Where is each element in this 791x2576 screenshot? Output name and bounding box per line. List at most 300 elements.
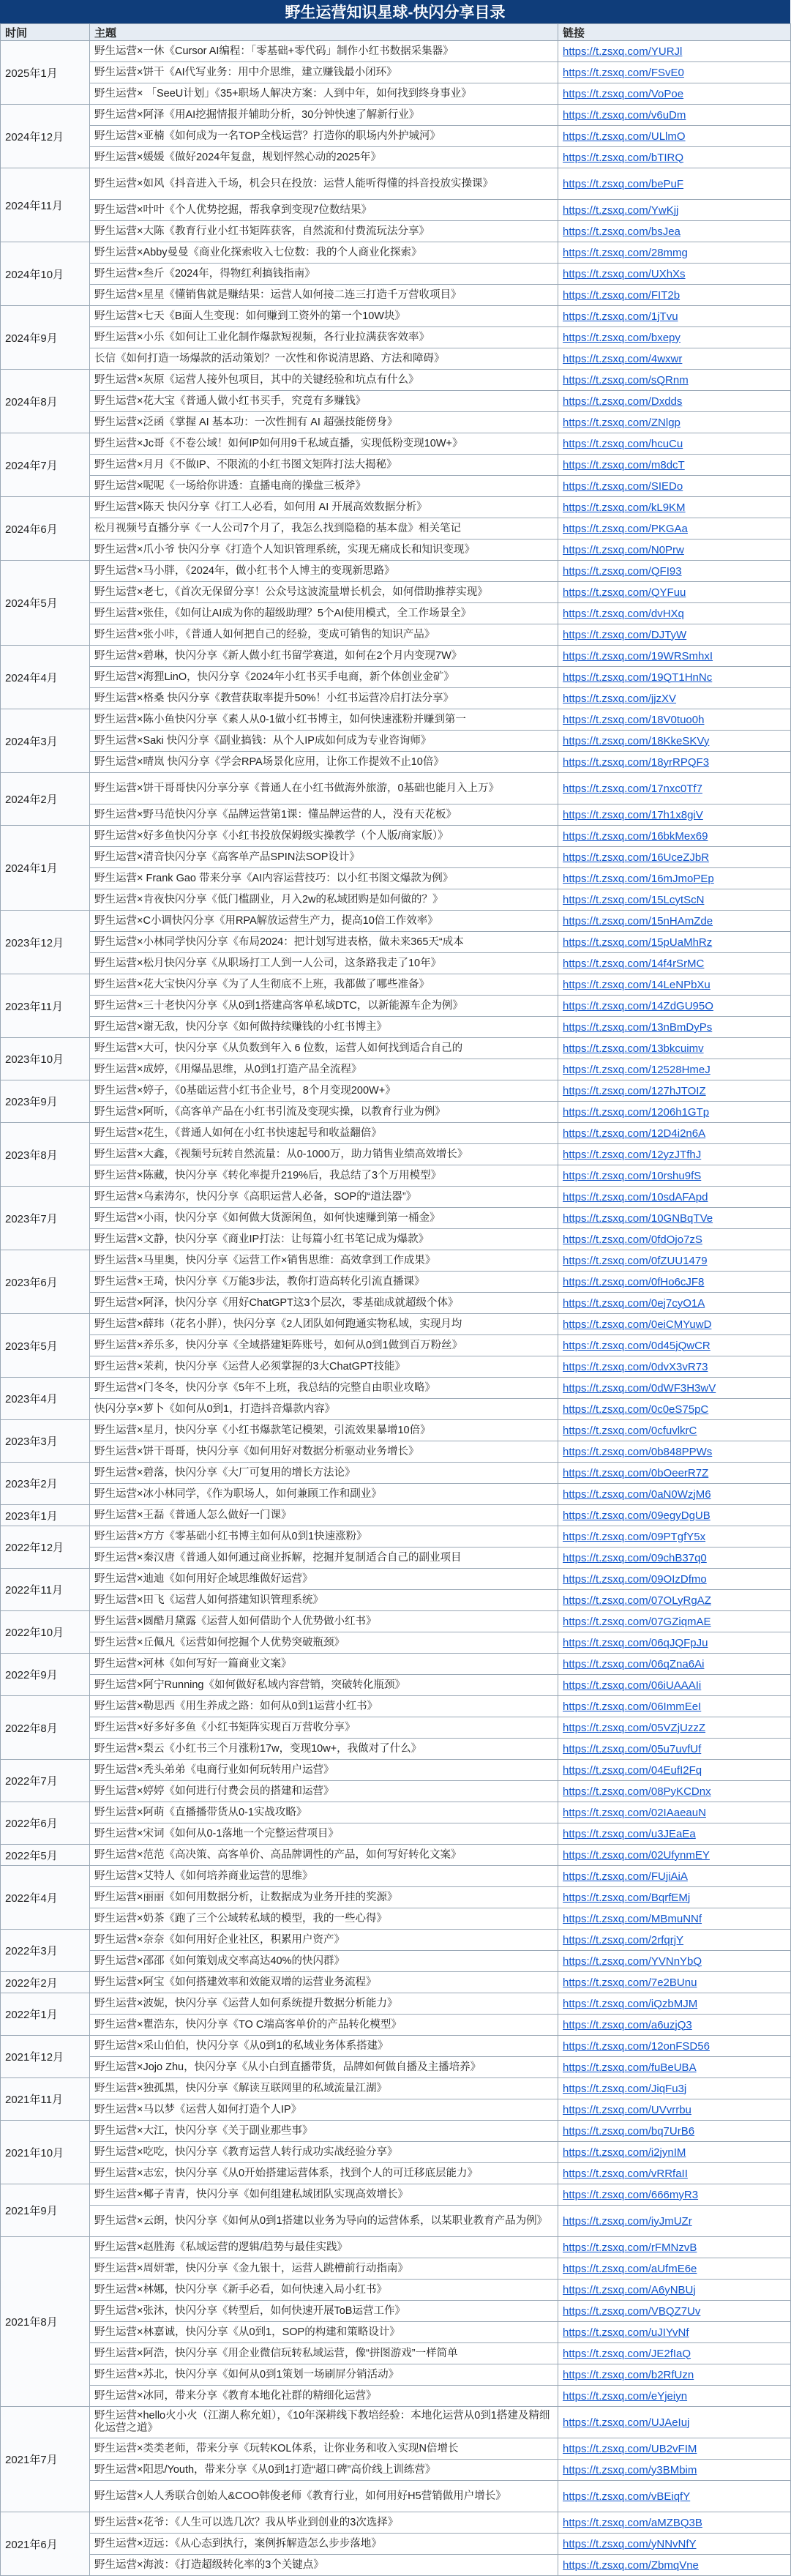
share-link[interactable]: https://t.zsxq.com/FUjiAiA	[563, 1870, 688, 1883]
topic-cell: 野生运营×婷子，《0基础运营小红书企业号，8个月变现200W+》	[90, 1080, 558, 1102]
link-cell	[558, 412, 791, 433]
share-link[interactable]: https://t.zsxq.com/BqrfEMj	[563, 1891, 691, 1904]
share-link[interactable]: https://t.zsxq.com/127hJTOIZ	[563, 1084, 706, 1097]
share-link[interactable]: https://t.zsxq.com/VBQZ7Uv	[563, 2304, 701, 2318]
table-row	[1, 1930, 791, 1951]
table-row	[1, 1802, 791, 1823]
share-link[interactable]: https://t.zsxq.com/ULlmO	[563, 130, 686, 143]
topic-cell: 野生运营×田飞《运营人如何搭建知识管理系统》	[90, 1590, 558, 1611]
share-link[interactable]: https://t.zsxq.com/0fdOjo7zS	[563, 1233, 702, 1246]
share-link[interactable]: https://t.zsxq.com/0ej7cyO1A	[563, 1296, 705, 1310]
table-row	[1, 1293, 791, 1314]
link-cell	[558, 2512, 791, 2534]
month-cell: 2022年7月	[1, 1760, 90, 1802]
column-header-time: 时间	[1, 24, 90, 41]
link-cell	[558, 391, 791, 412]
share-link[interactable]: https://t.zsxq.com/1jTvu	[563, 310, 678, 323]
share-link[interactable]: https://t.zsxq.com/v6uDm	[563, 108, 686, 122]
share-link[interactable]: https://t.zsxq.com/0b848PPWs	[563, 1445, 713, 1458]
link-cell	[558, 731, 791, 752]
link-cell	[558, 62, 791, 83]
share-link[interactable]: https://t.zsxq.com/666myR3	[563, 2188, 699, 2201]
share-link[interactable]: https://t.zsxq.com/VoPoe	[563, 87, 684, 100]
column-header-topic: 主题	[90, 24, 558, 41]
topic-cell: 野生运营×谢无敌，快闪分享《如何做持续赚钱的小红书博主》	[90, 1017, 558, 1038]
table-row	[1, 126, 791, 147]
topic-cell: 野生运营×月月《不做IP、不限流的小红书图文矩阵打法大揭秘》	[90, 455, 558, 476]
topic-cell: 野生运营×养乐多，快闪分享《全域搭建矩阵账号，如何从0到1做到百万粉丝》	[90, 1335, 558, 1356]
link-cell	[558, 646, 791, 667]
share-link[interactable]: https://t.zsxq.com/04EufI2Fq	[563, 1763, 702, 1777]
link-cell	[558, 847, 791, 868]
table-row	[1, 1314, 791, 1335]
share-link[interactable]: https://t.zsxq.com/06ImmEeI	[563, 1700, 702, 1713]
link-cell	[558, 1930, 791, 1951]
link-cell	[558, 752, 791, 773]
link-cell	[558, 667, 791, 688]
share-link[interactable]: https://t.zsxq.com/ZNlgp	[563, 416, 681, 429]
topic-cell: 野生运营×宋词《如何从0-1落地一个完整运营项目》	[90, 1823, 558, 1845]
share-link[interactable]: https://t.zsxq.com/yNNvNfY	[563, 2537, 697, 2550]
share-link[interactable]: https://t.zsxq.com/u3JEaEa	[563, 1827, 696, 1840]
link-cell	[558, 974, 791, 996]
share-link[interactable]: https://t.zsxq.com/17h1x8giV	[563, 808, 703, 821]
share-link[interactable]: https://t.zsxq.com/dvHXq	[563, 607, 684, 620]
link-cell	[558, 624, 791, 646]
share-link[interactable]: https://t.zsxq.com/UXhXs	[563, 267, 686, 280]
table-row	[1, 2386, 791, 2407]
catalog-table	[0, 23, 791, 2576]
share-link[interactable]: https://t.zsxq.com/DJTyW	[563, 628, 687, 641]
share-link[interactable]: https://t.zsxq.com/06iUAAAIi	[563, 1679, 702, 1692]
share-link[interactable]: https://t.zsxq.com/1206h1GTp	[563, 1105, 710, 1119]
month-cell: 2024年9月	[1, 306, 90, 370]
table-row	[1, 1654, 791, 1675]
link-cell	[558, 2322, 791, 2343]
share-link[interactable]: https://t.zsxq.com/0bOeerR7Z	[563, 1466, 709, 1479]
table-row	[1, 1017, 791, 1038]
topic-cell: 野生运营×媛媛《做好2024年复盘，规划怦然心动的2025年》	[90, 147, 558, 168]
topic-cell: 野生运营×苏北，快闪分享《如何从0到1策划一场刷屏分销活动》	[90, 2364, 558, 2386]
topic-cell: 野生运营×瞿浩东，快闪分享《TO C端高客单价的产品转化模型》	[90, 2015, 558, 2036]
link-cell	[558, 2142, 791, 2163]
table-row	[1, 1908, 791, 1930]
share-link[interactable]: https://t.zsxq.com/a6uzjQ3	[563, 2018, 692, 2031]
topic-cell: 野生运营×星星《懂销售就是赚结果：运营人如何接二连三打造千万营收项目》	[90, 285, 558, 306]
link-cell	[558, 1611, 791, 1632]
topic-cell: 野生运营×Saki 快闪分享《副业搞钱：从个人IP成如何成为专业咨询师》	[90, 731, 558, 752]
table-row	[1, 41, 791, 62]
link-cell	[558, 105, 791, 126]
share-link[interactable]: https://t.zsxq.com/18yrRPQF3	[563, 755, 710, 769]
month-cell: 2023年4月	[1, 1378, 90, 1420]
topic-cell: 野生运营×丽丽《如何用数据分析，让数据成为业务开挂的奖源》	[90, 1887, 558, 1908]
topic-cell: 野生运营×圆酷月黛露《运营人如何借助个人优势做小红书》	[90, 1611, 558, 1632]
share-link[interactable]: https://t.zsxq.com/7e2BUnu	[563, 1976, 697, 1989]
share-link[interactable]: https://t.zsxq.com/02IAaeauN	[563, 1806, 706, 1819]
share-link[interactable]: https://t.zsxq.com/18KkeSKVy	[563, 734, 710, 747]
share-link[interactable]: https://t.zsxq.com/eYjeiyn	[563, 2389, 688, 2403]
link-cell	[558, 1908, 791, 1930]
link-cell	[558, 911, 791, 932]
topic-cell: 野生运营×阿泽，快闪分享《用好ChatGPT这3个层次，零基础成就超级个体》	[90, 1293, 558, 1314]
share-link[interactable]: https://t.zsxq.com/bePuF	[563, 177, 684, 190]
link-cell	[558, 1866, 791, 1887]
table-row	[1, 2534, 791, 2555]
link-cell	[558, 126, 791, 147]
topic-cell: 野生运营×采山伯伯，快闪分享《从0到1的私域业务体系搭建》	[90, 2036, 558, 2057]
table-row	[1, 688, 791, 709]
table-row	[1, 1272, 791, 1293]
month-cell: 2023年2月	[1, 1463, 90, 1505]
month-cell: 2021年12月	[1, 2036, 90, 2078]
share-link[interactable]: https://t.zsxq.com/SIEDo	[563, 479, 683, 493]
share-link[interactable]: https://t.zsxq.com/0eiCMYuwD	[563, 1318, 712, 1331]
topic-cell: 野生运营×迪迪《如何用好企域思维做好运营》	[90, 1569, 558, 1590]
share-link[interactable]: https://t.zsxq.com/YURJl	[563, 45, 683, 58]
topic-cell: 野生运营×大江，快闪分享《关于副业那些事》	[90, 2121, 558, 2142]
table-row	[1, 1845, 791, 1866]
share-link[interactable]: https://t.zsxq.com/YVNnYbQ	[563, 1955, 702, 1968]
table-row	[1, 412, 791, 433]
link-cell	[558, 603, 791, 624]
link-cell	[558, 1781, 791, 1802]
share-link[interactable]: https://t.zsxq.com/i2jynIM	[563, 2146, 686, 2159]
table-row	[1, 2343, 791, 2364]
link-cell	[558, 2099, 791, 2121]
share-link[interactable]: https://t.zsxq.com/16UceZJbR	[563, 851, 710, 864]
topic-cell: 野生运营×小林同学快闪分享《布局2024：把计划写进表格，做未来365天“成本	[90, 932, 558, 953]
month-cell: 2023年5月	[1, 1314, 90, 1378]
table-row	[1, 1590, 791, 1611]
link-cell	[558, 285, 791, 306]
topic-cell: 野生运营×云朗，快闪分享《如何从0到1搭建以业务为导向的运营体系，以某职业教育产品为例》	[90, 2206, 558, 2237]
share-link[interactable]: https://t.zsxq.com/15nHAmZde	[563, 914, 713, 927]
share-link[interactable]: https://t.zsxq.com/MBmuNNf	[563, 1912, 702, 1925]
table-row	[1, 1229, 791, 1250]
share-link[interactable]: https://t.zsxq.com/15LcytScN	[563, 893, 705, 906]
topic-cell: 野生运营×花大宝快闪分享《为了人生彻底不上班，我都做了哪些准备》	[90, 974, 558, 996]
share-link[interactable]: https://t.zsxq.com/16bkMex69	[563, 829, 708, 843]
table-row	[1, 2481, 791, 2512]
topic-cell: 野生运营×陈藏，快闪分享《转化率提升219%后，我总结了3个万用模型》	[90, 1165, 558, 1187]
topic-cell: 野生运营×林嘉诚，快闪分享《从0到1，SOP的构建和策略设计》	[90, 2322, 558, 2343]
link-cell	[558, 1123, 791, 1144]
share-link[interactable]: https://t.zsxq.com/06qJQFpJu	[563, 1636, 708, 1649]
topic-cell: 野生运营×亚楠《如何成为一名TOP全栈运营？打造你的职场内外护城河》	[90, 126, 558, 147]
share-link[interactable]: https://t.zsxq.com/bq7UrB6	[563, 2124, 695, 2138]
share-link[interactable]: https://t.zsxq.com/07GZiqmAE	[563, 1615, 711, 1628]
share-link[interactable]: https://t.zsxq.com/FIT2b	[563, 288, 681, 302]
link-cell	[558, 476, 791, 497]
share-link[interactable]: https://t.zsxq.com/15pUaMhRz	[563, 936, 713, 949]
link-cell	[558, 1102, 791, 1123]
topic-cell: 野生运营×七天《B面人生变现：如何赚到工资外的第一个10W块》	[90, 306, 558, 327]
table-row	[1, 667, 791, 688]
table-row	[1, 433, 791, 455]
share-link[interactable]: https://t.zsxq.com/aMZBQ3B	[563, 2516, 702, 2529]
table-row	[1, 105, 791, 126]
link-cell	[558, 1017, 791, 1038]
table-row	[1, 1123, 791, 1144]
share-link[interactable]: https://t.zsxq.com/rFMNzvB	[563, 2241, 697, 2254]
share-link[interactable]: https://t.zsxq.com/A6yNBUj	[563, 2283, 696, 2296]
share-link[interactable]: https://t.zsxq.com/0fZUU1479	[563, 1254, 708, 1267]
share-link[interactable]: https://t.zsxq.com/m8dcT	[563, 458, 685, 471]
link-cell	[558, 1526, 791, 1548]
share-link[interactable]: https://t.zsxq.com/09egyDgUB	[563, 1509, 711, 1522]
table-row	[1, 518, 791, 540]
link-cell	[558, 2121, 791, 2142]
topic-cell: 野生运营×阿泽《用AI挖掘情报并辅助分析，30分钟快速了解新行业》	[90, 105, 558, 126]
share-link[interactable]: https://t.zsxq.com/iQzbMJM	[563, 1997, 698, 2010]
month-cell: 2025年1月	[1, 41, 90, 105]
share-link[interactable]: https://t.zsxq.com/UB2vFIM	[563, 2442, 697, 2455]
share-link[interactable]: https://t.zsxq.com/iyJmUZr	[563, 2214, 692, 2228]
link-cell	[558, 1293, 791, 1314]
share-link[interactable]: https://t.zsxq.com/jjzXV	[563, 692, 677, 705]
table-row	[1, 1165, 791, 1187]
share-link[interactable]: https://t.zsxq.com/vBEiqfY	[563, 2490, 691, 2503]
link-cell	[558, 932, 791, 953]
share-link[interactable]: https://t.zsxq.com/JiqFu3j	[563, 2082, 687, 2095]
link-cell	[558, 2163, 791, 2184]
share-link[interactable]: https://t.zsxq.com/12528HmeJ	[563, 1063, 711, 1076]
share-link[interactable]: https://t.zsxq.com/05u7uvfUf	[563, 1742, 702, 1755]
share-link[interactable]: https://t.zsxq.com/0d45jQwCR	[563, 1339, 711, 1352]
share-link[interactable]: https://t.zsxq.com/PKGAa	[563, 522, 688, 535]
table-row	[1, 582, 791, 603]
link-cell	[558, 497, 791, 518]
share-link[interactable]: https://t.zsxq.com/0cfuvlkrC	[563, 1424, 697, 1437]
table-row	[1, 1505, 791, 1526]
table-row	[1, 2407, 791, 2438]
table-row	[1, 2057, 791, 2078]
link-cell	[558, 996, 791, 1017]
table-row	[1, 2237, 791, 2258]
topic-cell: 野生运营×王琦，快闪分享《万能3步法，教你打造高转化引流直播课》	[90, 1272, 558, 1293]
table-row	[1, 1951, 791, 1972]
month-cell: 2022年9月	[1, 1654, 90, 1696]
share-link[interactable]: https://t.zsxq.com/0dWF3H3wV	[563, 1381, 716, 1395]
table-row	[1, 242, 791, 264]
link-cell	[558, 1696, 791, 1717]
share-link[interactable]: https://t.zsxq.com/10GNBqTVe	[563, 1212, 713, 1225]
table-row	[1, 200, 791, 221]
table-row	[1, 370, 791, 391]
month-cell: 2023年1月	[1, 1505, 90, 1526]
link-cell	[558, 1951, 791, 1972]
table-row	[1, 264, 791, 285]
link-cell	[558, 1378, 791, 1399]
share-link[interactable]: https://t.zsxq.com/10rshu9fS	[563, 1169, 702, 1182]
share-link[interactable]: https://t.zsxq.com/12onFSD56	[563, 2039, 710, 2053]
topic-cell: 野生运营×奶茶《跑了三个公域转私域的模型，我的一些心得》	[90, 1908, 558, 1930]
table-row	[1, 2460, 791, 2481]
link-cell	[558, 1080, 791, 1102]
table-row	[1, 1823, 791, 1845]
share-link[interactable]: https://t.zsxq.com/QYFuu	[563, 586, 686, 599]
month-cell: 2024年5月	[1, 561, 90, 646]
topic-cell: 野生运营×小雨，快闪分享《如何做大货源闲鱼，如何快速赚到第一桶金》	[90, 1208, 558, 1229]
share-link[interactable]: https://t.zsxq.com/JE2fIaQ	[563, 2347, 691, 2360]
share-link[interactable]: https://t.zsxq.com/bsJea	[563, 225, 681, 238]
share-link[interactable]: https://t.zsxq.com/19WRSmhxI	[563, 649, 713, 662]
share-link[interactable]: https://t.zsxq.com/16mJmoPEp	[563, 872, 714, 885]
share-link[interactable]: https://t.zsxq.com/b2RfUzn	[563, 2368, 694, 2381]
month-cell: 2024年12月	[1, 105, 90, 168]
topic-cell: 野生运营×晴岚 快闪分享《学会RPA场景化应用，让你工作提效不止10倍》	[90, 752, 558, 773]
link-cell	[558, 826, 791, 847]
share-link[interactable]: https://t.zsxq.com/Dxdds	[563, 395, 683, 408]
share-link[interactable]: https://t.zsxq.com/vRRfaII	[563, 2167, 688, 2180]
share-link[interactable]: https://t.zsxq.com/0fHo6cJF8	[563, 1275, 705, 1288]
link-cell	[558, 2438, 791, 2460]
share-link[interactable]: https://t.zsxq.com/UVvrrbu	[563, 2103, 691, 2116]
topic-cell: 野生运营×张佳，《如何让AI成为你的超级助理？5个AI使用模式，全工作场景全》	[90, 603, 558, 624]
topic-cell: 野生运营×陈天 快闪分享《打工人必看，如何用 AI 开展高效数据分析》	[90, 497, 558, 518]
table-row	[1, 497, 791, 518]
table-row	[1, 476, 791, 497]
topic-cell: 野生运营×格桑 快闪分享《教营获取率提升50%！小红书运营冷启打法分享》	[90, 688, 558, 709]
link-cell	[558, 2555, 791, 2576]
share-link[interactable]: https://t.zsxq.com/0aN0WzjM6	[563, 1487, 711, 1501]
topic-cell: 野生运营×泛函《掌握 AI 基本功：一次性拥有 AI 超强技能傍身》	[90, 412, 558, 433]
share-link[interactable]: https://t.zsxq.com/12yzJTfhJ	[563, 1148, 702, 1161]
share-link[interactable]: https://t.zsxq.com/19QT1HnNc	[563, 671, 713, 684]
share-link[interactable]: https://t.zsxq.com/uJIYvNf	[563, 2326, 689, 2339]
share-link[interactable]: https://t.zsxq.com/14LeNPbXu	[563, 978, 711, 991]
share-link[interactable]: https://t.zsxq.com/fuBeUBA	[563, 2061, 697, 2074]
link-cell	[558, 1505, 791, 1526]
month-cell: 2023年12月	[1, 911, 90, 974]
link-cell	[558, 2237, 791, 2258]
table-row	[1, 561, 791, 582]
share-link[interactable]: https://t.zsxq.com/05VZjUzzZ	[563, 1721, 706, 1734]
topic-cell: 野生运营×老七，《首次无保留分享！公众号这波流量增长机会，如何借助推荐实现》	[90, 582, 558, 603]
share-link[interactable]: https://t.zsxq.com/hcuCu	[563, 437, 683, 450]
share-link[interactable]: https://t.zsxq.com/09OIzDfmo	[563, 1572, 707, 1586]
topic-cell: 野生运营×Jc哥《不卷公域！如何IP如何用9千私域直播，实现低粉变现10W+》	[90, 433, 558, 455]
topic-cell: 野生运营×大可，快闪分享《从负数到年入 6 位数，运营人如何找到适合自己的	[90, 1038, 558, 1059]
table-row	[1, 752, 791, 773]
topic-cell: 野生运营×冰小林同学，《作为职场人，如何兼顾工作和副业》	[90, 1484, 558, 1505]
share-link[interactable]: https://t.zsxq.com/aUfmE6e	[563, 2262, 697, 2275]
share-link[interactable]: https://t.zsxq.com/FSvE0	[563, 66, 684, 79]
share-link[interactable]: https://t.zsxq.com/17nxc0Tf7	[563, 782, 702, 795]
share-link[interactable]: https://t.zsxq.com/13nBmDyPs	[563, 1020, 713, 1034]
share-link[interactable]: https://t.zsxq.com/07OLyRgAZ	[563, 1594, 711, 1607]
link-cell	[558, 2301, 791, 2322]
topic-cell: 野生运营×海波：《打造超级转化率的3个关键点》	[90, 2555, 558, 2576]
topic-cell: 野生运营×乌素涛尔，快闪分享《高职运营人必备，SOP的“道法器”》	[90, 1187, 558, 1208]
share-link[interactable]: https://t.zsxq.com/28mmg	[563, 246, 688, 259]
share-link[interactable]: https://t.zsxq.com/14ZdGU95O	[563, 999, 713, 1012]
share-link[interactable]: https://t.zsxq.com/UJAeIuj	[563, 2416, 690, 2429]
table-row	[1, 2555, 791, 2576]
share-link[interactable]: https://t.zsxq.com/sQRnm	[563, 373, 689, 387]
topic-cell: 野生运营×梨云《小红书三个月涨粉17w，变现10w+，我做对了什么》	[90, 1739, 558, 1760]
link-cell	[558, 582, 791, 603]
share-link[interactable]: https://t.zsxq.com/12D4i2n6A	[563, 1127, 706, 1140]
share-link[interactable]: https://t.zsxq.com/y3BMbim	[563, 2463, 697, 2476]
share-link[interactable]: https://t.zsxq.com/0c0eS75pC	[563, 1403, 709, 1416]
table-row	[1, 1675, 791, 1696]
topic-cell: 野生运营×奈奈《如何用好企业社区，积累用户资产》	[90, 1930, 558, 1951]
topic-cell: 野生运营×大鑫，《视频号玩转自然流量：从0-1000万，助力销售业绩高效增长》	[90, 1144, 558, 1165]
table-row	[1, 847, 791, 868]
share-link[interactable]: https://t.zsxq.com/06qZna6Ai	[563, 1657, 705, 1670]
share-link[interactable]: https://t.zsxq.com/09PTgfY5x	[563, 1530, 706, 1543]
topic-cell: 野生运营×王磊《普通人怎么做好一门课》	[90, 1505, 558, 1526]
share-link[interactable]: https://t.zsxq.com/08PyKCDnx	[563, 1785, 711, 1798]
topic-cell: 野生运营×艾特人《如何培养商业运营的思维》	[90, 1866, 558, 1887]
month-cell: 2022年6月	[1, 1802, 90, 1845]
share-link[interactable]: https://t.zsxq.com/N0Prw	[563, 543, 684, 556]
share-link[interactable]: https://t.zsxq.com/09chB37q0	[563, 1551, 707, 1564]
table-row	[1, 974, 791, 996]
share-link[interactable]: https://t.zsxq.com/bTIRQ	[563, 151, 684, 164]
table-row	[1, 147, 791, 168]
share-link[interactable]: https://t.zsxq.com/14f4rSrMC	[563, 957, 705, 970]
table-row	[1, 1993, 791, 2015]
link-cell	[558, 773, 791, 804]
link-cell	[558, 1717, 791, 1739]
table-row	[1, 2206, 791, 2237]
table-row	[1, 804, 791, 826]
share-link[interactable]: https://t.zsxq.com/13bkcuimv	[563, 1042, 704, 1055]
share-link[interactable]: https://t.zsxq.com/bxepy	[563, 331, 681, 344]
share-link[interactable]: https://t.zsxq.com/YwKjj	[563, 204, 679, 217]
link-cell	[558, 221, 791, 242]
month-cell: 2021年11月	[1, 2078, 90, 2121]
topic-cell: 野生运营×花爷：《人生可以选几次？我从毕业到创业的3次选择》	[90, 2512, 558, 2534]
share-link[interactable]: https://t.zsxq.com/2rfqrjY	[563, 1933, 684, 1946]
share-link[interactable]: https://t.zsxq.com/02UfynmEY	[563, 1848, 710, 1862]
month-cell: 2024年3月	[1, 709, 90, 773]
topic-cell: 野生运营×叶叶《个人优势挖掘，帮我拿到变现7位数结果》	[90, 200, 558, 221]
link-cell	[558, 147, 791, 168]
topic-cell: 野生运营×阿宝《如何搭建效率和效能双增的运营业务流程》	[90, 1972, 558, 1993]
share-link[interactable]: https://t.zsxq.com/18V0tuo0h	[563, 713, 705, 726]
topic-cell: 野生运营×星月，快闪分享《小红书爆款笔记模架，引流效果暴增10倍》	[90, 1420, 558, 1441]
link-cell	[558, 168, 791, 200]
month-cell: 2022年4月	[1, 1866, 90, 1930]
link-cell	[558, 1059, 791, 1080]
table-row	[1, 1760, 791, 1781]
table-row	[1, 1484, 791, 1505]
share-link[interactable]: https://t.zsxq.com/4wxwr	[563, 352, 683, 365]
topic-cell: 野生运营×赵胜海《私域运营的逻辑/趋势与最佳实践》	[90, 2237, 558, 2258]
topic-cell: 野生运营×冰同，带来分享《教育本地化社群的精细化运营》	[90, 2386, 558, 2407]
topic-cell: 野生运营×碧琳，快闪分享《新人做小红书留学赛道，如何在2个月内变现7W》	[90, 646, 558, 667]
topic-cell: 野生运营× Frank Gao 带来分享《AI内容运营技巧：以小红书图文爆款为例》	[90, 868, 558, 889]
share-link[interactable]: https://t.zsxq.com/ZbmqVne	[563, 2558, 699, 2572]
share-link[interactable]: https://t.zsxq.com/QFI93	[563, 564, 682, 578]
month-cell: 2024年7月	[1, 433, 90, 497]
link-cell	[558, 1229, 791, 1250]
topic-cell: 长信《如何打造一场爆款的活动策划？一次性和你说清思路、方法和障碍》	[90, 348, 558, 370]
month-cell: 2021年8月	[1, 2237, 90, 2407]
topic-cell: 野生运营×灰原《运营人接外包项目，其中的关键经验和坑点有什么》	[90, 370, 558, 391]
share-link[interactable]: https://t.zsxq.com/10sdAFApd	[563, 1190, 708, 1203]
link-cell	[558, 327, 791, 348]
share-link[interactable]: https://t.zsxq.com/0dvX3vR73	[563, 1360, 708, 1373]
link-cell	[558, 2343, 791, 2364]
table-row	[1, 455, 791, 476]
topic-cell: 野生运营×波妮，快闪分享《运营人如何系统提升数据分析能力》	[90, 1993, 558, 2015]
share-link[interactable]: https://t.zsxq.com/kL9KM	[563, 501, 686, 514]
